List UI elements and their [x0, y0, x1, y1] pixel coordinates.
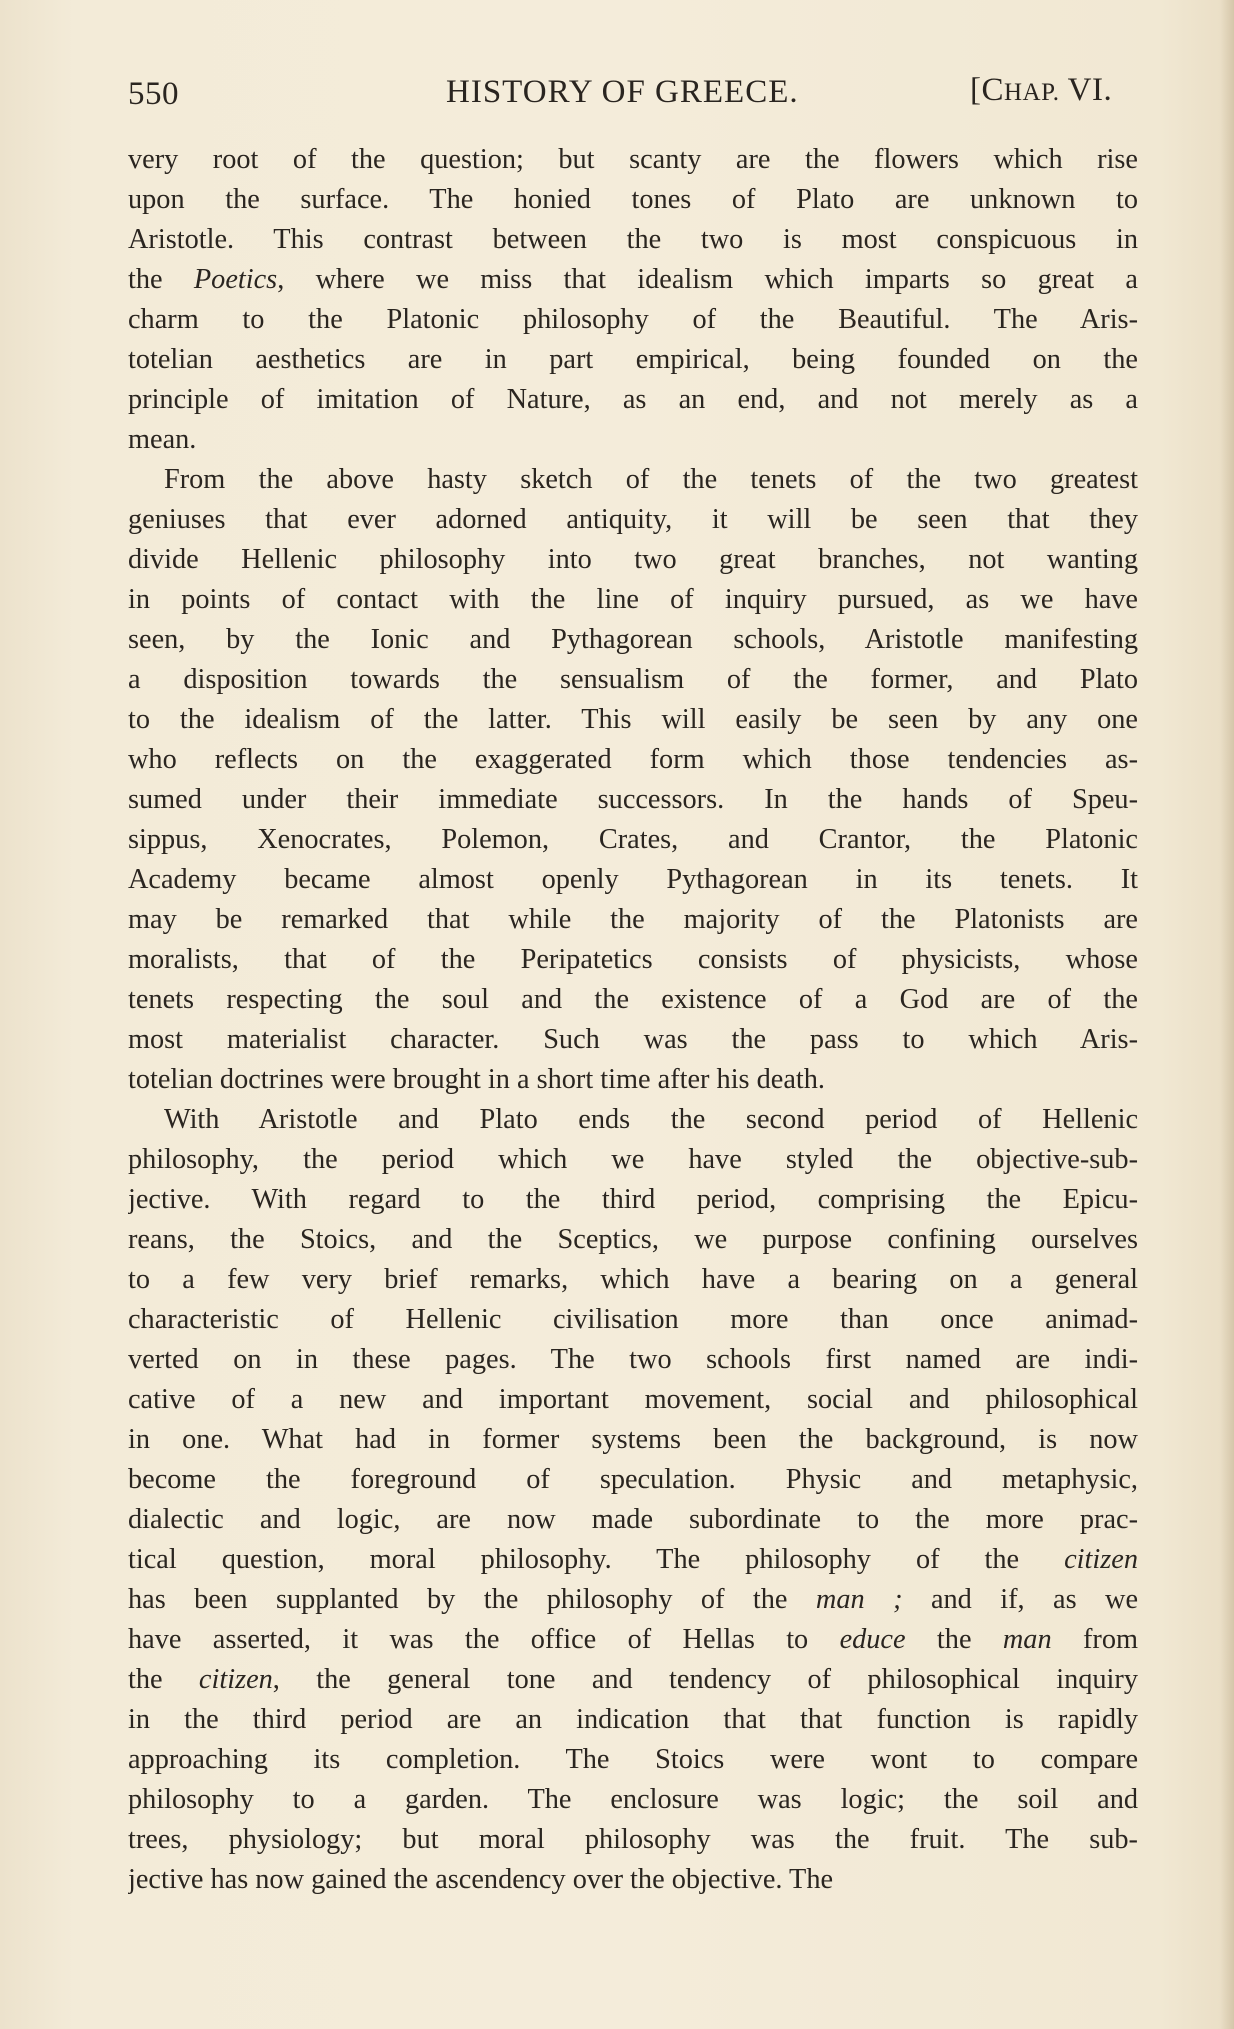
italic-text: man ;: [815, 1584, 903, 1615]
text-segment: very root of the question; but scanty are the flowers which rise: [128, 144, 1138, 175]
text-line: [128, 260, 1138, 300]
text-segment: the: [128, 264, 194, 295]
text-line: [128, 580, 1138, 620]
text-line: [128, 1540, 1138, 1580]
text-segment: totelian aesthetics are in part empirical, being founded on the: [128, 344, 1138, 375]
text-line: [128, 1820, 1138, 1860]
text-line: [128, 1580, 1138, 1620]
text-segment: seen, by the Ionic and Pythagorean schools, Aristotle manifesting: [128, 624, 1138, 655]
text-line: [128, 1860, 1138, 1900]
text-segment: a disposition towards the sensualism of the former, and Plato: [128, 664, 1138, 695]
text-segment: cative of a new and important movement, social and philosophical: [128, 1384, 1138, 1415]
text-line: [128, 1620, 1138, 1660]
text-line: [128, 980, 1138, 1020]
running-header: [128, 70, 1138, 116]
page-number: 550: [128, 76, 179, 112]
text-line: [128, 1780, 1138, 1820]
text-segment: has been supplanted by the philosophy of the: [128, 1584, 816, 1615]
text-segment: may be remarked that while the majority of the Platonists are: [128, 904, 1138, 935]
text-line: [128, 940, 1138, 980]
italic-text: citizen: [1064, 1544, 1138, 1575]
text-line: [128, 340, 1138, 380]
text-segment: geniuses that ever adorned antiquity, it will be seen that they: [128, 504, 1138, 535]
text-segment: mean.: [128, 424, 197, 455]
text-segment: approaching its completion. The Stoics were wont to compare: [128, 1744, 1138, 1775]
text-line: [128, 140, 1138, 180]
text-segment: trees, physiology; but moral philosophy was the fruit. The sub-: [128, 1824, 1138, 1855]
text-segment: to the idealism of the latter. This will easily be seen by any one: [128, 704, 1138, 735]
text-segment: verted on in these pages. The two schools first named are indi-: [128, 1344, 1138, 1375]
text-line: [128, 1060, 1138, 1100]
text-line: [128, 220, 1138, 260]
text-segment: in one. What had in former systems been the background, is now: [128, 1424, 1138, 1455]
text-line: [128, 1380, 1138, 1420]
text-segment: and if, as we: [902, 1584, 1138, 1615]
text-line: [128, 820, 1138, 860]
text-line: [128, 540, 1138, 580]
text-segment: characteristic of Hellenic civilisation more than once animad-: [128, 1304, 1138, 1335]
text-line: [128, 740, 1138, 780]
text-line: [128, 1260, 1138, 1300]
text-segment: reans, the Stoics, and the Sceptics, we purpose confining ourselves: [128, 1224, 1138, 1255]
text-segment: charm to the Platonic philosophy of the Beautiful. The Aris-: [128, 304, 1138, 335]
text-segment: , the general tone and tendency of philosophical inquiry: [272, 1664, 1138, 1695]
text-line: [128, 1700, 1138, 1740]
page-edge-shadow: [1220, 0, 1234, 2029]
text-line: [128, 420, 1138, 460]
text-line: [128, 1660, 1138, 1700]
text-line: [128, 1180, 1138, 1220]
text-line: [128, 1340, 1138, 1380]
text-segment: upon the surface. The honied tones of Plato are unknown to: [128, 184, 1138, 215]
text-segment: from: [1051, 1624, 1138, 1655]
chapter-number: VI.: [1059, 72, 1113, 108]
text-segment: , where we miss that idealism which imparts so great a: [277, 264, 1138, 295]
text-line: [128, 1220, 1138, 1260]
text-segment: dialectic and logic, are now made subordinate to the more prac-: [128, 1504, 1138, 1535]
italic-text: man: [1002, 1624, 1052, 1655]
chapter-bracket: [C: [970, 72, 1004, 108]
text-line: [128, 1140, 1138, 1180]
text-line: [128, 500, 1138, 540]
text-line: [128, 860, 1138, 900]
text-line: [128, 460, 1138, 500]
text-line: [128, 1100, 1138, 1140]
text-segment: most materialist character. Such was the pass to which Aris-: [128, 1024, 1138, 1055]
italic-text: Poetics: [193, 264, 278, 295]
text-segment: totelian doctrines were brought in a short time after his death.: [128, 1064, 825, 1095]
italic-text: educe: [839, 1624, 906, 1655]
text-line: [128, 700, 1138, 740]
chapter-reference: [970, 72, 1112, 109]
chapter-smallcaps: HAP.: [1004, 79, 1060, 106]
text-segment: philosophy, the period which we have styled the objective-sub-: [128, 1144, 1138, 1175]
body-text: [128, 140, 1138, 1900]
text-line: [128, 1460, 1138, 1500]
text-segment: From the above hasty sketch of the tenets of the two greatest: [164, 464, 1138, 495]
text-line: [128, 1420, 1138, 1460]
text-line: [128, 180, 1138, 220]
text-segment: philosophy to a garden. The enclosure was logic; the soil and: [128, 1784, 1138, 1815]
text-segment: moralists, that of the Peripatetics consists of physicists, whose: [128, 944, 1138, 975]
text-line: [128, 300, 1138, 340]
text-segment: With Aristotle and Plato ends the second period of Hellenic: [164, 1104, 1138, 1135]
text-segment: the: [905, 1624, 1003, 1655]
text-segment: who reflects on the exaggerated form which those tendencies as-: [128, 744, 1138, 775]
text-segment: tical question, moral philosophy. The philosophy of the: [128, 1544, 1065, 1575]
text-line: [128, 1020, 1138, 1060]
text-segment: Academy became almost openly Pythagorean in its tenets. It: [128, 864, 1138, 895]
text-segment: the: [128, 1664, 199, 1695]
text-line: [128, 1740, 1138, 1780]
text-line: [128, 1300, 1138, 1340]
text-segment: sumed under their immediate successors. In the hands of Speu-: [128, 784, 1138, 815]
text-segment: tenets respecting the soul and the existence of a God are of the: [128, 984, 1138, 1015]
text-line: [128, 620, 1138, 660]
text-segment: to a few very brief remarks, which have a bearing on a general: [128, 1264, 1138, 1295]
text-segment: in points of contact with the line of inquiry pursued, as we have: [128, 584, 1138, 615]
text-line: [128, 780, 1138, 820]
text-line: [128, 660, 1138, 700]
text-line: [128, 380, 1138, 420]
italic-text: citizen: [198, 1664, 273, 1695]
text-line: [128, 900, 1138, 940]
text-segment: sippus, Xenocrates, Polemon, Crates, and Crantor, the Platonic: [128, 824, 1138, 855]
text-segment: in the third period are an indication that that function is rapidly: [128, 1704, 1138, 1735]
text-segment: have asserted, it was the office of Hellas to: [128, 1624, 840, 1655]
text-segment: divide Hellenic philosophy into two great branches, not wanting: [128, 544, 1138, 575]
text-segment: become the foreground of speculation. Physic and metaphysic,: [128, 1464, 1138, 1495]
text-segment: Aristotle. This contrast between the two is most conspicuous in: [128, 224, 1138, 255]
running-title: HISTORY OF GREECE.: [446, 74, 799, 110]
text-segment: jective. With regard to the third period, comprising the Epicu-: [128, 1184, 1138, 1215]
text-line: [128, 1500, 1138, 1540]
text-segment: principle of imitation of Nature, as an end, and not merely as a: [128, 384, 1138, 415]
text-segment: jective has now gained the ascendency over the objective. The: [128, 1864, 834, 1895]
